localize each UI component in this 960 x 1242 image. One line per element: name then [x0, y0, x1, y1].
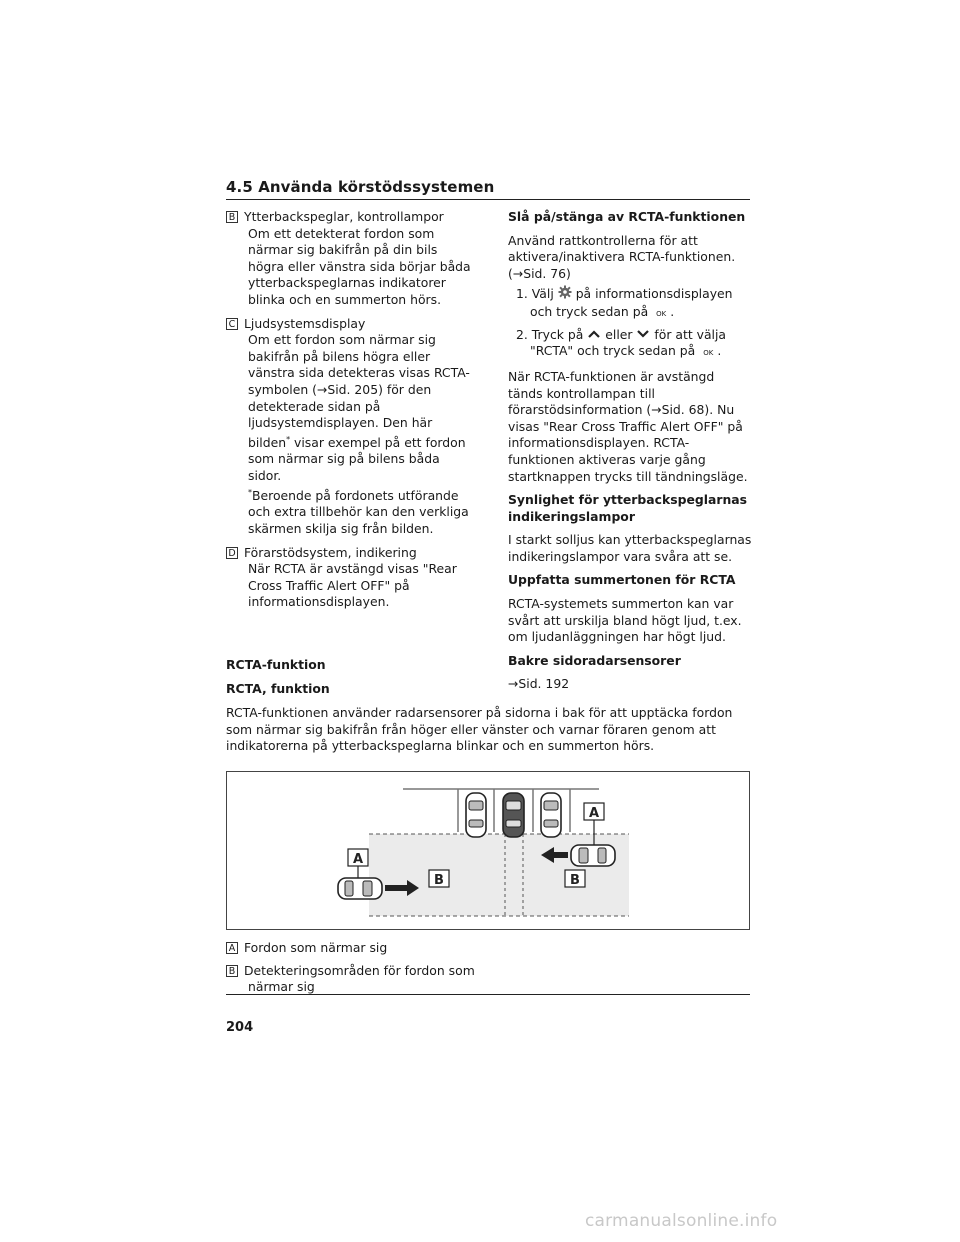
sensors-ref: →Sid. 192 [508, 676, 570, 692]
item-d-title: Förarstödsystem, indikering [244, 544, 417, 560]
intro-text: Använd rattkontrollerna för att aktivera/inaktivera RCTA-funktionen. (→Sid. 76) [508, 232, 736, 281]
page-number: 204 [226, 1020, 254, 1035]
step-2-text-c: för att välja "RCTA" och tryck sedan på [530, 326, 727, 359]
own-car [503, 793, 524, 837]
heading-sensors: Bakre sidoradarsensorer [508, 652, 681, 668]
step-1 [508, 285, 752, 322]
step-1-text-b: på informationsdisplayen och tryck sedan på [530, 286, 733, 319]
item-c-body [226, 332, 476, 484]
footnote-star: * [248, 487, 252, 497]
item-c-footnote [226, 485, 476, 538]
step-1-text-a: Välj [531, 286, 554, 302]
step-2-text-d: . [717, 343, 722, 359]
rcta-description: RCTA-funktionen använder radarsensorer på sidorna i bak för att upptäcka fordon som närmar sig bakifrån från höger eller vänster och varnar föraren genom att indikatorerna på ytterbackspeglarna blinkar och en summerton hörs. [226, 705, 733, 754]
heading-visibility: Synlighet för ytterbackspeglarnas indikeringslampor [508, 492, 748, 524]
callout-a-right: A [588, 806, 600, 821]
ok-button-icon-2: OK [703, 349, 714, 358]
buzzer-text: RCTA-systemets summerton kan var svårt att urskilja bland högt ljud, t.ex. om ljudanläggningen har högt ljud. [508, 596, 742, 645]
item-d-body: När RCTA är avstängd visas "Rear Cross Traffic Alert OFF" på informationsdisplayen. [248, 561, 457, 610]
step-1-number: 1. [516, 286, 528, 302]
legend-text-a: Fordon som närmar sig [244, 940, 388, 955]
heading-rcta-function: RCTA-funktion [226, 657, 326, 672]
step-2-number: 2. [516, 326, 528, 342]
parked-car-1 [466, 793, 486, 837]
step-2-text-a: Tryck på [531, 326, 584, 342]
figure-legend [226, 940, 486, 996]
section-title: 4.5 Använda körstödssystemen [226, 178, 495, 196]
label-b: B [226, 211, 238, 223]
step-2 [508, 327, 752, 362]
rcta-diagram [226, 771, 750, 930]
legend-label-b: B [226, 965, 238, 977]
footnote-marker: * [286, 434, 291, 444]
left-column [226, 209, 476, 611]
right-column [508, 209, 752, 693]
callout-b-left: B [434, 873, 444, 888]
ok-button-icon: OK [656, 309, 667, 318]
parked-car-3 [541, 793, 561, 837]
legend-item-b [226, 963, 486, 996]
label-c: C [226, 318, 238, 330]
item-c-body-2: visar exempel på ett fordon som närmar sig på bilens båda sidor. [248, 434, 466, 484]
item-b-body: Om ett detekterat fordon som närmar sig bakifrån på din bils högra eller vänstra sida börjar båda ytterbackspeglarnas indikatorer blinka och en summerton hörs. [248, 225, 471, 307]
chevron-up-icon [587, 327, 601, 344]
heading-on-off: Slå på/stänga av RCTA-funktionen [508, 209, 746, 224]
item-b [226, 209, 476, 309]
visibility-text: I starkt solljus kan ytterbackspeglarnas indikeringslampor vara svåra att se. [508, 532, 752, 564]
item-c-body-1: Om ett fordon som närmar sig bakifrån på bilens högra eller vänstra sida detekteras visas RCTA-symbolen (→Sid. 205) för den detekterade sidan på ljudsystemdisplayen. Den här bilden [248, 332, 470, 450]
label-d: D [226, 547, 238, 559]
legend-text-b: Detekteringsområden för fordon som närmar sig [244, 962, 475, 995]
rcta-diagram-svg [227, 772, 749, 929]
title-divider [226, 199, 750, 200]
item-b-title: Ytterbackspeglar, kontrollampor [244, 209, 444, 224]
callout-a-left: A [352, 852, 364, 867]
legend-item-a [226, 940, 486, 957]
item-c-title: Ljudsystemsdisplay [244, 315, 366, 331]
approaching-car-left [338, 878, 382, 899]
step-1-text-c: . [670, 303, 675, 319]
step-2-text-b: eller [605, 326, 633, 342]
callout-b-right: B [570, 873, 580, 888]
watermark: carmanualsonline.info [585, 1211, 778, 1231]
approaching-car-right [571, 845, 615, 866]
legend-label-a: A [226, 942, 238, 954]
settings-gear-icon [558, 285, 572, 304]
bottom-divider [226, 994, 750, 995]
item-d [226, 545, 476, 611]
heading-buzzer: Uppfatta summertonen för RCTA [508, 572, 736, 588]
footnote-text: Beroende på fordonets utförande och extra tillbehör kan den verkliga skärmen skilja sig från bilden. [248, 487, 469, 536]
chevron-down-icon [636, 327, 650, 344]
item-c [226, 316, 476, 538]
heading-rcta-function-2: RCTA, funktion [226, 681, 330, 696]
off-note: När RCTA-funktionen är avstängd tänds kontrollampan till förarstödsinformation (→Sid. 68). Nu visas "Rear Cross Traffic Alert OFF" på informationsdisplayen. RCTA-funktionen aktiveras varje gång startknappen trycks till tändningsläge. [508, 368, 748, 484]
